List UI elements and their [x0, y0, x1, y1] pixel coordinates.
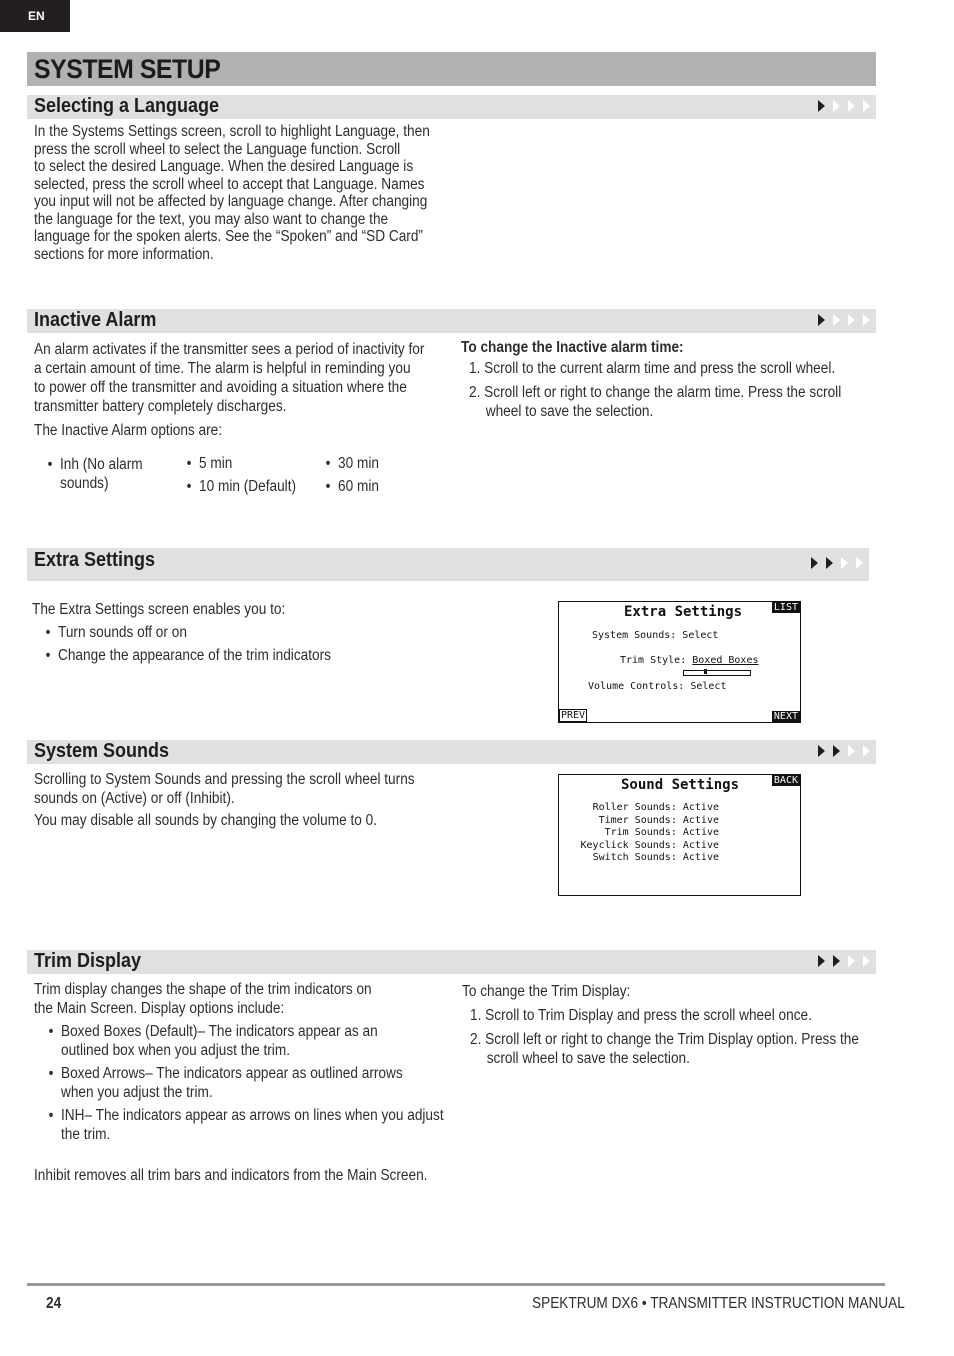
progress-arrows — [818, 950, 870, 967]
text-line: transmitter battery completely discharges. — [34, 398, 287, 415]
text-line: to select the desired Language. When the desired Language is — [34, 158, 414, 175]
inactive-option: • 30 min — [338, 455, 379, 473]
text-line: 2. Scroll left or right to change the Trim Display option. Press the — [470, 1031, 859, 1048]
screen-row: System Sounds: Select — [592, 630, 719, 641]
extra-bullet: • Change the appearance of the trim indicators — [58, 647, 331, 665]
inactive-option: • 60 min — [338, 478, 379, 496]
arrow-icon — [818, 100, 825, 112]
arrow-icon — [818, 314, 825, 326]
text-line: the Main Screen. Display options include: — [34, 1000, 285, 1017]
trim-option — [61, 1064, 403, 1102]
text-line: An alarm activates if the transmitter sees a period of inactivity for — [34, 341, 425, 358]
text-line: 2. Scroll left or right to change the alarm time. Press the scroll — [469, 384, 842, 401]
text-line: • INH– The indicators appear as arrows on lines when you adjust — [61, 1107, 444, 1124]
section-header-extra-settings — [27, 548, 869, 581]
text-line: wheel to save the selection. — [485, 403, 654, 420]
text-line: scroll wheel to save the selection. — [486, 1050, 690, 1067]
sound-rows — [581, 802, 719, 865]
prev-button[interactable]: PREV — [561, 710, 586, 721]
inactive-change-title: To change the Inactive alarm time: — [461, 339, 684, 356]
extra-intro: The Extra Settings screen enables you to: — [32, 601, 286, 618]
arrow-icon — [863, 955, 870, 967]
section-header-inactive-alarm — [27, 309, 876, 333]
back-button[interactable]: BACK — [773, 775, 798, 786]
arrow-icon — [826, 557, 833, 569]
sounds-volume-note: You may disable all sounds by changing the volume to 0. — [34, 812, 377, 829]
text-line: a certain amount of time. The alarm is helpful in reminding you — [34, 360, 411, 377]
arrow-icon — [848, 955, 855, 967]
arrow-icon — [841, 557, 848, 569]
arrow-icon — [856, 557, 863, 569]
text-line: In the Systems Settings screen, scroll to highlight Language, then — [34, 123, 430, 140]
inactive-step: 1. Scroll to the current alarm time and press the scroll wheel. — [469, 360, 836, 377]
section-header-language — [27, 95, 876, 119]
arrow-icon — [863, 745, 870, 757]
progress-arrows — [818, 95, 870, 112]
screen-row: Keyclick Sounds: Active — [580, 839, 719, 851]
page-title: SYSTEM SETUP — [34, 54, 221, 84]
text-line: selected, press the scroll wheel to accept that Language. Names — [34, 175, 425, 193]
text-line: to power off the transmitter and avoiding a situation where the — [34, 379, 407, 396]
section-title-trim-display: Trim Display — [34, 950, 142, 972]
trim-preview-marker — [704, 669, 707, 674]
arrow-icon — [833, 100, 840, 112]
list-button[interactable]: LIST — [773, 602, 798, 613]
text-line: outlined box when you adjust the trim. — [61, 1042, 290, 1059]
text-line: language for the spoken alerts. See the “Spoken” and “SD Card” — [34, 228, 423, 245]
trim-option — [61, 1106, 444, 1144]
language-tab: EN — [0, 0, 70, 32]
screen-title: Extra Settings — [624, 604, 743, 620]
row-label: Trim Style: — [620, 655, 687, 666]
text-line: Scrolling to System Sounds and pressing the scroll wheel turns — [34, 771, 415, 788]
screen-row: Trim Sounds: Active — [604, 827, 719, 839]
trim-change-title: To change the Trim Display: — [462, 983, 631, 1000]
progress-arrows — [818, 740, 870, 757]
arrow-icon — [833, 745, 840, 757]
arrow-icon — [848, 745, 855, 757]
trim-step: 1. Scroll to Trim Display and press the scroll wheel once. — [470, 1007, 812, 1024]
trim-intro — [34, 980, 372, 1018]
sound-settings-screen — [558, 774, 801, 896]
trim-option — [61, 1022, 378, 1060]
screen-title: Sound Settings — [621, 777, 740, 793]
manual-title: SPEKTRUM DX6 • TRANSMITTER INSTRUCTION MANUAL — [532, 1295, 905, 1312]
inactive-options-label: The Inactive Alarm options are: — [34, 422, 223, 439]
screen-row — [620, 655, 759, 666]
section-title-extra-settings: Extra Settings — [34, 549, 156, 571]
text-line: when you adjust the trim. — [61, 1084, 213, 1101]
sounds-text — [34, 770, 415, 808]
arrow-icon — [863, 314, 870, 326]
screen-row: Volume Controls: Select — [588, 681, 727, 692]
text-line: sounds on (Active) or off (Inhibit). — [34, 790, 235, 807]
inactive-option: • 10 min (Default) — [199, 478, 296, 496]
inactive-option — [60, 455, 143, 493]
extra-bullet: • Turn sounds off or on — [58, 624, 187, 642]
arrow-icon — [848, 314, 855, 326]
text-line: the language for the text, you may also want to change the — [34, 210, 389, 228]
arrow-icon — [818, 955, 825, 967]
page-title-bar — [27, 52, 876, 86]
arrow-icon — [833, 314, 840, 326]
screen-row: Roller Sounds: Active — [592, 802, 719, 813]
arrow-icon — [811, 557, 818, 569]
option-label: • Inh (No alarm — [60, 456, 143, 473]
text-line: you input will not be affected by language change. After changing — [34, 193, 428, 210]
progress-arrows — [818, 309, 870, 326]
arrow-icon — [863, 100, 870, 112]
section-title-language: Selecting a Language — [34, 95, 220, 117]
screen-row: Switch Sounds: Active — [592, 852, 719, 864]
trim-preview-bar — [683, 670, 751, 676]
option-label: sounds) — [60, 475, 109, 492]
screen-row: Timer Sounds: Active — [598, 814, 719, 826]
next-button[interactable]: NEXT — [773, 711, 798, 722]
section-header-system-sounds — [27, 740, 876, 764]
page-number: 24 — [46, 1295, 62, 1312]
inactive-option: • 5 min — [199, 455, 232, 473]
trim-step — [470, 1030, 859, 1068]
arrow-icon — [848, 100, 855, 112]
section-title-system-sounds: System Sounds — [34, 740, 170, 762]
trim-inhibit-note: Inhibit removes all trim bars and indicators from the Main Screen. — [34, 1167, 428, 1184]
footer-divider — [27, 1283, 885, 1286]
section-header-trim-display — [27, 950, 876, 974]
text-line: • Boxed Arrows– The indicators appear as outlined arrows — [61, 1065, 403, 1082]
extra-settings-screen — [558, 601, 801, 723]
arrow-icon — [833, 955, 840, 967]
section-title-inactive-alarm: Inactive Alarm — [34, 309, 157, 331]
inactive-step — [469, 383, 841, 421]
language-text — [34, 123, 430, 263]
text-line: • Boxed Boxes (Default)– The indicators appear as an — [61, 1023, 378, 1040]
progress-arrows — [811, 552, 863, 569]
text-line: press the scroll wheel to select the Language function. Scroll — [34, 140, 401, 158]
text-line: sections for more information. — [34, 245, 214, 263]
row-value[interactable]: Boxed Boxes — [692, 655, 759, 666]
arrow-icon — [818, 745, 825, 757]
inactive-alarm-text — [34, 340, 424, 416]
text-line: Trim display changes the shape of the trim indicators on — [34, 981, 372, 998]
text-line: the trim. — [61, 1126, 111, 1143]
